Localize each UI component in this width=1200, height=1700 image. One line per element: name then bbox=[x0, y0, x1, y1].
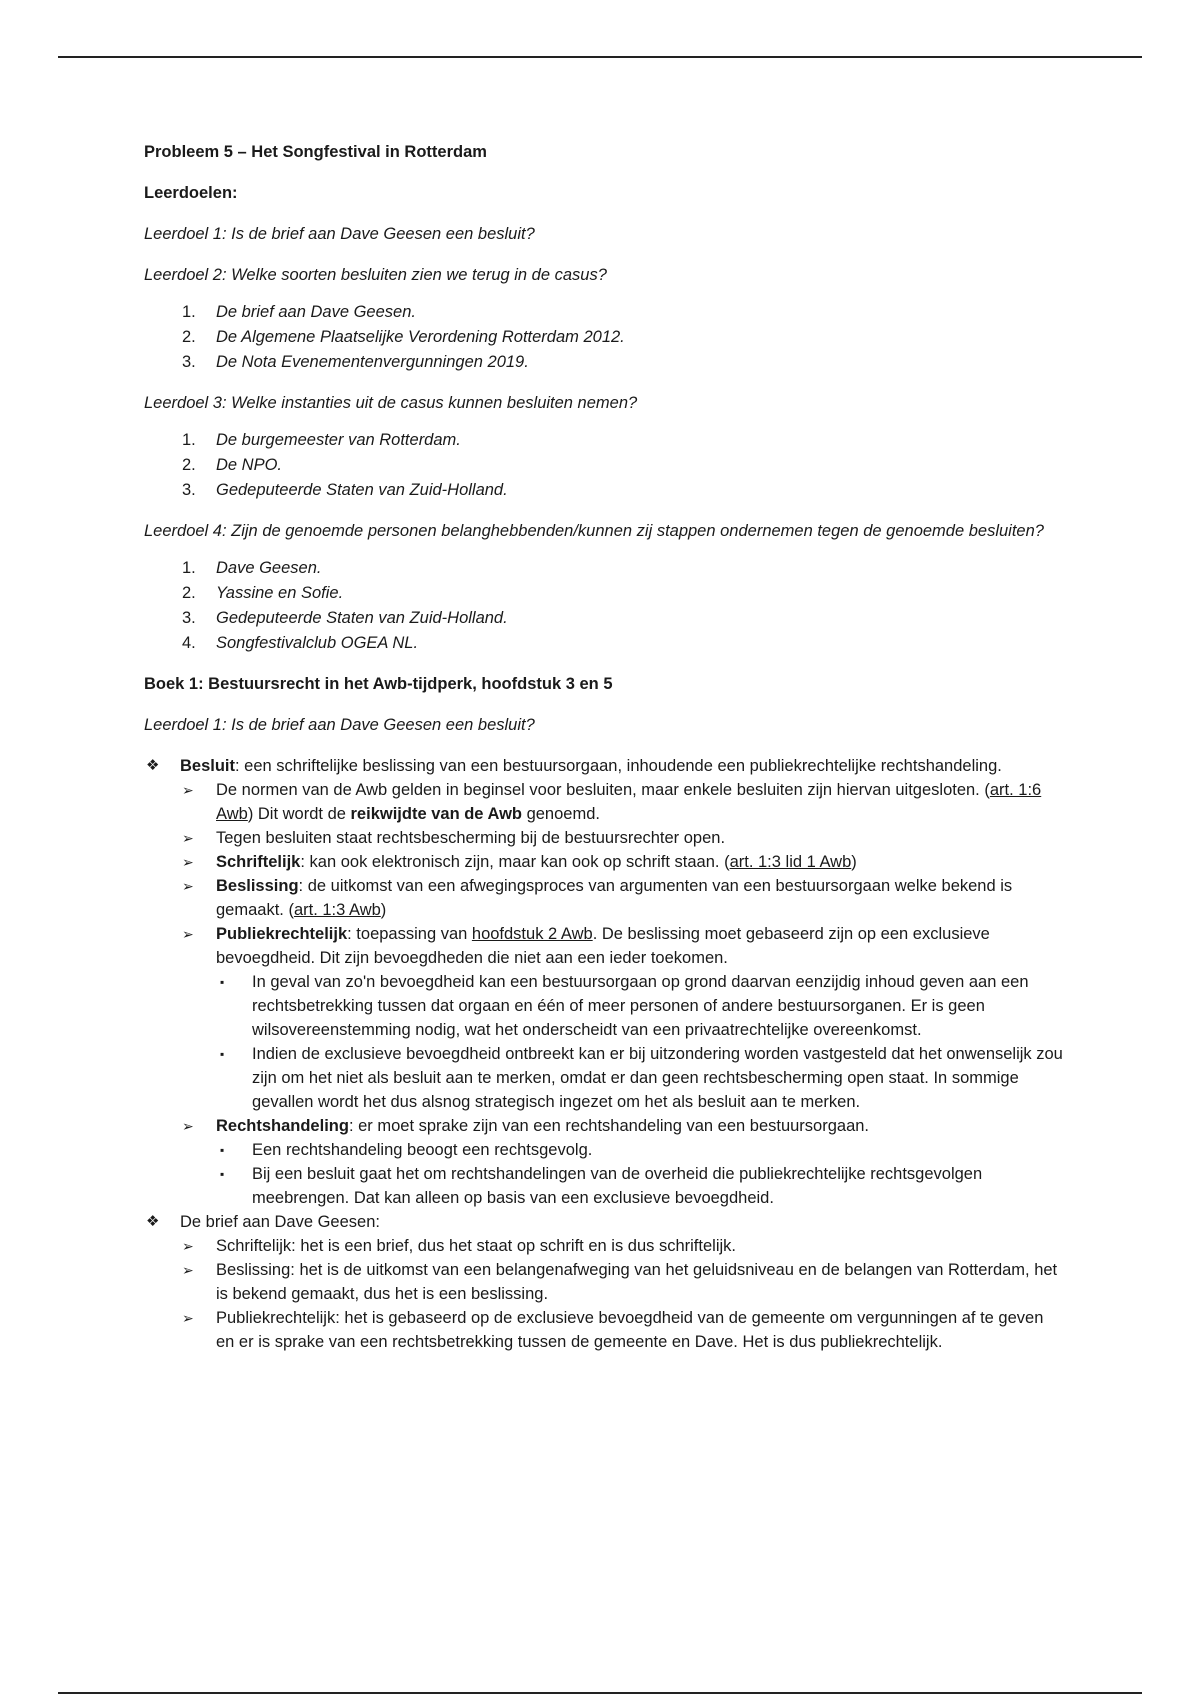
diamond-bullet-icon: ❖ bbox=[146, 1213, 160, 1230]
list-item: 2. De NPO. bbox=[144, 453, 1064, 478]
goal-3-list bbox=[144, 428, 1064, 503]
list-item: 2. Yassine en Sofie. bbox=[144, 581, 1064, 606]
list-number: 3. bbox=[182, 481, 196, 499]
leerdoelen-heading: Leerdoelen: bbox=[144, 184, 238, 202]
list-number: 1. bbox=[182, 431, 196, 449]
bullet-beslissing: ➢ Beslissing: de uitkomst van een afwegingsproces van argumenten van een bestuursorgaan welke bekend is gemaakt. (art. 1:3 Awb) bbox=[144, 874, 1064, 922]
list-item: 2. De Algemene Plaatselijke Verordening Rotterdam 2012. bbox=[144, 325, 1064, 350]
arrow-bullet-icon: ➢ bbox=[182, 1118, 194, 1134]
goal-4: Leerdoel 4: Zijn de genoemde personen belanghebbenden/kunnen zij stappen ondernemen tegen de genoemde besluiten? bbox=[144, 522, 1044, 540]
goal-2-list bbox=[144, 300, 1064, 375]
bullet-rechtsbescherming: ➢ Tegen besluiten staat rechtsbescherming bij de bestuursrechter open. bbox=[144, 826, 1064, 850]
list-item: 1. De burgemeester van Rotterdam. bbox=[144, 428, 1064, 453]
list-item: 1. Dave Geesen. bbox=[144, 556, 1064, 581]
goal-2: Leerdoel 2: Welke soorten besluiten zien we terug in de casus? bbox=[144, 266, 607, 284]
bullet-rechtshandeling: ➢ Rechtshandeling: er moet sprake zijn van een rechtshandeling van een bestuursorgaan. bbox=[144, 1114, 1064, 1138]
arrow-bullet-icon: ➢ bbox=[182, 854, 194, 870]
list-number: 2. bbox=[182, 328, 196, 346]
document-body bbox=[144, 140, 1064, 1354]
article-reference: art. 1:6 Awb bbox=[216, 781, 1042, 823]
list-item: 3. Gedeputeerde Staten van Zuid-Holland. bbox=[144, 606, 1064, 631]
arrow-bullet-icon: ➢ bbox=[182, 830, 194, 846]
list-number: 1. bbox=[182, 303, 196, 321]
bullet-schriftelijk: ➢ Schriftelijk: kan ook elektronisch zijn, maar kan ook op schrift staan. (art. 1:3 lid 1 Awb) bbox=[144, 850, 1064, 874]
book-heading: Boek 1: Bestuursrecht in het Awb-tijdperk, hoofdstuk 3 en 5 bbox=[144, 675, 613, 693]
goal-1-repeat: Leerdoel 1: Is de brief aan Dave Geesen een besluit? bbox=[144, 716, 535, 734]
bullet-reikwijdte: ➢ De normen van de Awb gelden in beginsel voor besluiten, maar enkele besluiten zijn hiervan uitgesloten. (art. 1:6 Awb) Dit wordt de reikwijdte van de Awb genoemd. bbox=[144, 778, 1064, 826]
square-bullet-icon: ▪ bbox=[220, 1047, 225, 1061]
sub-bullet: ▪ In geval van zo'n bevoegdheid kan een bestuursorgaan op grond daarvan eenzijdig inhoud geven aan een rechtsbetrekking tussen dat orgaan en één of meer personen of andere bestuursorganen. Er is geen wilsovereenstemming nodig, wat het onderscheidt van een privaatrechtelijke overeenkomst. bbox=[144, 970, 1064, 1042]
list-item: 3. Gedeputeerde Staten van Zuid-Holland. bbox=[144, 478, 1064, 503]
square-bullet-icon: ▪ bbox=[220, 1167, 225, 1181]
list-number: 2. bbox=[182, 456, 196, 474]
bullet-publiekrechtelijk: ➢ Publiekrechtelijk: toepassing van hoofdstuk 2 Awb. De beslissing moet gebaseerd zijn op een exclusieve bevoegdheid. Dit zijn bevoegdheden die niet aan een ieder toekomen. bbox=[144, 922, 1064, 970]
brief-item: ➢ Beslissing: het is de uitkomst van een belangenafweging van het geluidsniveau en de belangen van Rotterdam, het is bekend gemaakt, dus het is een beslissing. bbox=[144, 1258, 1064, 1306]
arrow-bullet-icon: ➢ bbox=[182, 878, 194, 894]
goal-3: Leerdoel 3: Welke instanties uit de casus kunnen besluiten nemen? bbox=[144, 394, 638, 412]
arrow-bullet-icon: ➢ bbox=[182, 1262, 194, 1278]
arrow-bullet-icon: ➢ bbox=[182, 1238, 194, 1254]
arrow-bullet-icon: ➢ bbox=[182, 1310, 194, 1326]
article-reference: art. 1:3 Awb bbox=[293, 901, 381, 919]
header-rule bbox=[58, 56, 1142, 58]
list-item: 4. Songfestivalclub OGEA NL. bbox=[144, 631, 1064, 656]
list-item: 3. De Nota Evenementenvergunningen 2019. bbox=[144, 350, 1064, 375]
goal-4-list bbox=[144, 556, 1064, 656]
square-bullet-icon: ▪ bbox=[220, 1143, 225, 1157]
list-item: 1. De brief aan Dave Geesen. bbox=[144, 300, 1064, 325]
sub-bullet: ▪ Bij een besluit gaat het om rechtshandelingen van de overheid die publiekrechtelijke rechtsgevolgen meebrengen. Dat kan alleen op basis van een exclusieve bevoegdheid. bbox=[144, 1162, 1064, 1210]
arrow-bullet-icon: ➢ bbox=[182, 782, 194, 798]
list-number: 3. bbox=[182, 609, 196, 627]
brief-item: ➢ Publiekrechtelijk: het is gebaseerd op de exclusieve bevoegdheid van de gemeente om vergunningen af te geven en er is sprake van een rechtsbetrekking tussen de gemeente en Dave. Het is dus publiekrechtelijk. bbox=[144, 1306, 1064, 1354]
sub-bullet: ▪ Indien de exclusieve bevoegdheid ontbreekt kan er bij uitzondering worden vastgesteld dat het onwenselijk zou zijn om het niet als besluit aan te merken, omdat er dan geen rechtsbescherming open staat. In sommige gevallen wordt het dus alsnog strategisch ingezet om het als besluit aan te merken. bbox=[144, 1042, 1064, 1114]
list-number: 2. bbox=[182, 584, 196, 602]
square-bullet-icon: ▪ bbox=[220, 975, 225, 989]
diamond-bullet-icon: ❖ bbox=[146, 757, 160, 774]
page-title: Probleem 5 – Het Songfestival in Rotterdam bbox=[144, 143, 487, 161]
sub-bullet: ▪ Een rechtshandeling beoogt een rechtsgevolg. bbox=[144, 1138, 1064, 1162]
article-reference: art. 1:3 lid 1 Awb bbox=[729, 853, 852, 871]
bullet-brief: ❖ De brief aan Dave Geesen: bbox=[144, 1210, 1064, 1234]
list-number: 3. bbox=[182, 353, 196, 371]
arrow-bullet-icon: ➢ bbox=[182, 926, 194, 942]
brief-item: ➢ Schriftelijk: het is een brief, dus het staat op schrift en is dus schriftelijk. bbox=[144, 1234, 1064, 1258]
list-number: 4. bbox=[182, 634, 196, 652]
footer-rule bbox=[58, 1692, 1142, 1694]
bullet-besluit: ❖ Besluit: een schriftelijke beslissing van een bestuursorgaan, inhoudende een publiekrechtelijke rechtshandeling. bbox=[144, 754, 1064, 778]
goal-1: Leerdoel 1: Is de brief aan Dave Geesen een besluit? bbox=[144, 225, 535, 243]
list-number: 1. bbox=[182, 559, 196, 577]
article-reference: hoofdstuk 2 Awb bbox=[471, 925, 593, 943]
